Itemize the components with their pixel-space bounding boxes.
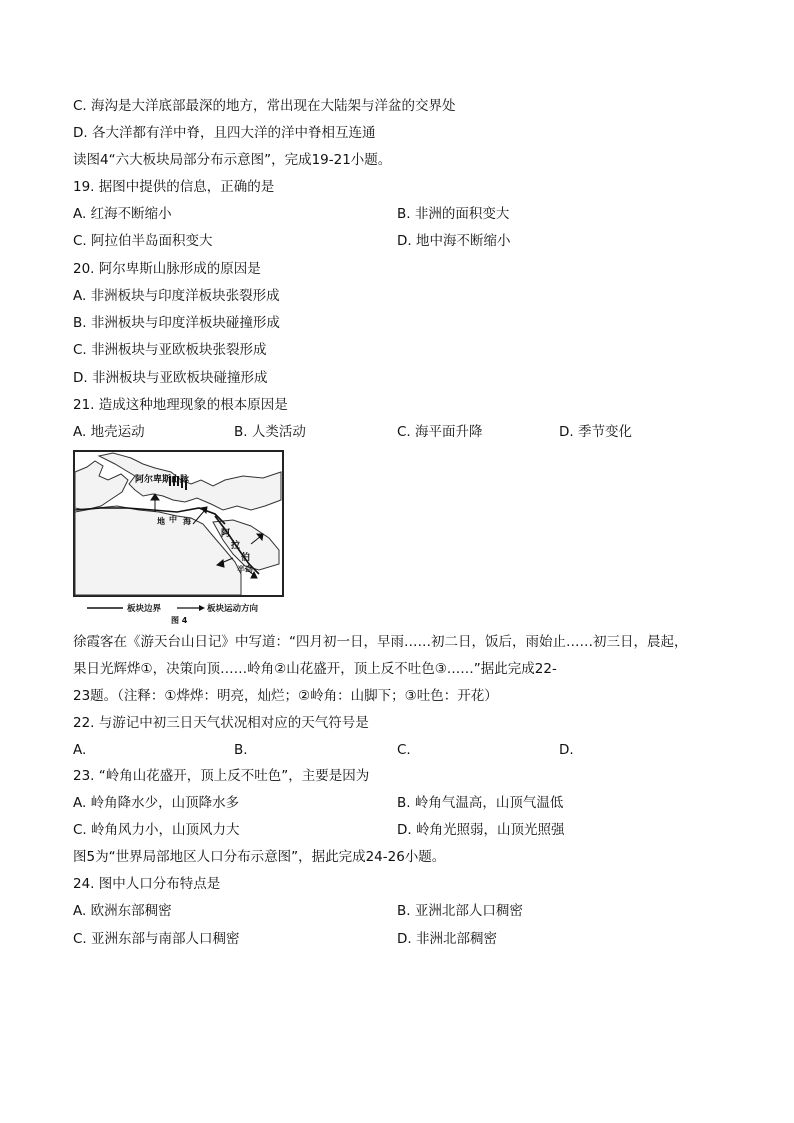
q19-option-b[interactable]: B. 非洲的面积变大	[397, 206, 510, 222]
q22-option-b[interactable]: B.	[234, 742, 248, 758]
passage-line-1: 徐霞客在《游天台山日记》中写道：“四月初一日，早雨……初二日，饭后，雨始止……初三日，晨起，	[73, 634, 688, 650]
label-arabia-2: 拉	[231, 541, 241, 551]
passage-line-3: 23题。（注释：①烨烨：明亮，灿烂；②岭角：山脚下；③吐色：开花）	[73, 688, 498, 704]
plate-map-svg	[73, 450, 285, 625]
label-med-3: 海	[183, 517, 191, 526]
q19-option-d[interactable]: D. 地中海不断缩小	[397, 233, 511, 249]
passage-line-2: 果日光辉烨①，决策向顶……岭角②山花盛开，顶上反不吐色③……”据此完成22-	[73, 661, 557, 677]
label-arabia-1: 阿	[221, 529, 231, 539]
q23-option-b[interactable]: B. 岭角气温高，山顶气温低	[397, 795, 564, 811]
q23-option-c[interactable]: C. 岭角风力小，山顶风力大	[73, 822, 240, 838]
q20-option-a[interactable]: A. 非洲板块与印度洋板块张裂形成	[73, 288, 280, 304]
q21-option-a[interactable]: A. 地壳运动	[73, 424, 145, 440]
q24-option-a[interactable]: A. 欧洲东部稠密	[73, 903, 172, 919]
q20-option-c[interactable]: C. 非洲板块与亚欧板块张裂形成	[73, 342, 267, 358]
q19-option-a[interactable]: A. 红海不断缩小	[73, 206, 172, 222]
question-19: 19. 据图中提供的信息，正确的是	[73, 179, 275, 195]
intro-19-21: 读图4“六大板块局部分布示意图”，完成19-21小题。	[73, 152, 392, 168]
label-arabia-4: 半岛	[237, 565, 253, 574]
label-alps: 阿尔卑斯山脉	[135, 475, 190, 485]
question-20: 20. 阿尔卑斯山脉形成的原因是	[73, 261, 261, 277]
q24-option-b[interactable]: B. 亚洲北部人口稠密	[397, 903, 523, 919]
question-21: 21. 造成这种地理现象的根本原因是	[73, 397, 288, 413]
q23-option-a[interactable]: A. 岭角降水少，山顶降水多	[73, 795, 240, 811]
q20-option-d[interactable]: D. 非洲板块与亚欧板块碰撞形成	[73, 370, 268, 386]
label-med-1: 地	[157, 517, 165, 526]
figure-4-plate-map	[73, 450, 285, 625]
figure-caption: 图 4	[171, 616, 188, 625]
q21-option-b[interactable]: B. 人类活动	[234, 424, 306, 440]
q24-option-d[interactable]: D. 非洲北部稠密	[397, 931, 497, 947]
question-24: 24. 图中人口分布特点是	[73, 876, 221, 892]
question-22: 22. 与游记中初三日天气状况相对应的天气符号是	[73, 715, 369, 731]
q21-option-c[interactable]: C. 海平面升降	[397, 424, 483, 440]
label-arabia-3: 伯	[241, 553, 251, 563]
legend-boundary: 板块边界	[127, 604, 162, 614]
q20-option-b[interactable]: B. 非洲板块与印度洋板块碰撞形成	[73, 315, 280, 331]
intro-24-26: 图5为“世界局部地区人口分布示意图”，据此完成24-26小题。	[73, 849, 446, 865]
q22-option-c[interactable]: C.	[397, 742, 411, 758]
legend-direction: 板块运动方向	[207, 604, 259, 614]
q23-option-d[interactable]: D. 岭角光照弱，山顶光照强	[397, 822, 565, 838]
option-d-previous: D. 各大洋都有洋中脊，且四大洋的洋中脊相互连通	[73, 125, 376, 141]
q21-option-d[interactable]: D. 季节变化	[559, 424, 632, 440]
q22-option-a[interactable]: A.	[73, 742, 87, 758]
legend-arrow-head	[199, 605, 205, 611]
q24-option-c[interactable]: C. 亚洲东部与南部人口稠密	[73, 931, 240, 947]
q22-option-d[interactable]: D.	[559, 742, 574, 758]
q19-option-c[interactable]: C. 阿拉伯半岛面积变大	[73, 233, 213, 249]
option-c-previous: C. 海沟是大洋底部最深的地方，常出现在大陆架与洋盆的交界处	[73, 98, 456, 114]
label-med-2: 中	[169, 515, 177, 524]
question-23: 23. “岭角山花盛开，顶上反不吐色”，主要是因为	[73, 768, 370, 784]
